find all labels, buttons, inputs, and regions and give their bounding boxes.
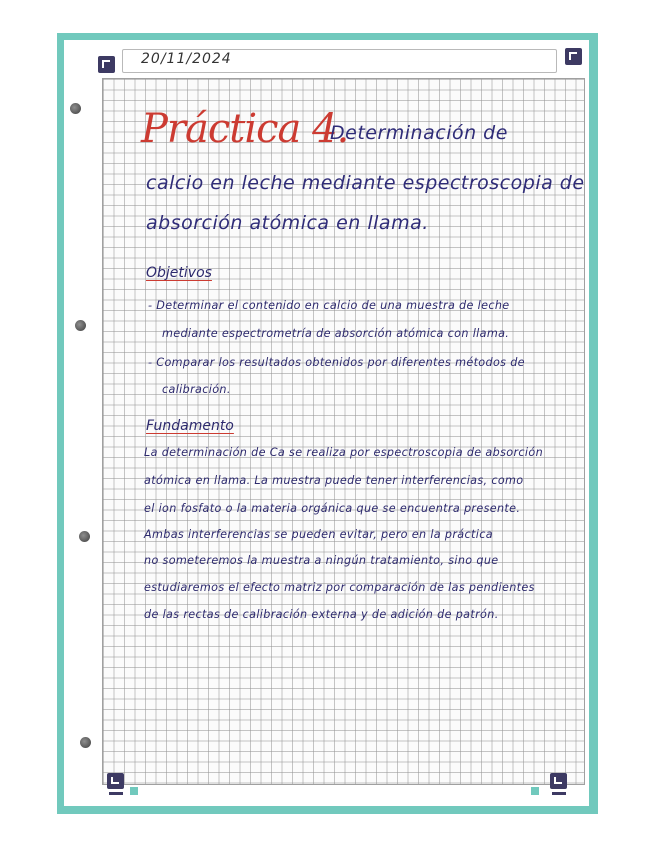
fundamento-line: no someteremos la muestra a ningún tratamiento, sino que (144, 554, 499, 567)
binder-hole-icon (79, 531, 90, 542)
fundamento-line: Ambas interferencias se pueden evitar, pero en la práctica (144, 528, 493, 541)
paper-sheet (64, 40, 589, 806)
date-field (122, 49, 557, 73)
fundamento-line: de las rectas de calibración externa y de adición de patrón. (144, 608, 499, 621)
title-line-3: absorción atómica en llama. (146, 212, 429, 234)
binder-hole-icon (80, 737, 91, 748)
title-prefix: Práctica 4. (141, 106, 349, 152)
date-text: 20/11/2024 (141, 51, 232, 67)
fundamento-line: estudiaremos el efecto matriz por comparación de las pendientes (144, 581, 535, 594)
objetivos-line: - Determinar el contenido en calcio de una muestra de leche (148, 299, 510, 312)
fundamento-line: La determinación de Ca se realiza por espectroscopia de absorción (144, 446, 544, 459)
corner-bar-bottom-right (552, 792, 566, 795)
fundamento-line: el ion fosfato o la materia orgánica que se encuentra presente. (144, 502, 521, 515)
fundamento-heading: Fundamento (146, 418, 234, 434)
corner-mark-bottom-left-icon (107, 773, 124, 789)
title-line-1: Determinación de (330, 122, 508, 144)
corner-mark-top-right-icon (565, 48, 582, 65)
fundamento-line: atómica en llama. La muestra puede tener interferencias, como (144, 474, 524, 487)
objetivos-line: - Comparar los resultados obtenidos por diferentes métodos de (148, 356, 525, 369)
teal-square-icon (130, 787, 138, 795)
teal-square-icon (531, 787, 539, 795)
title-line-2: calcio en leche mediante espectroscopia de (146, 172, 585, 194)
binder-hole-icon (70, 103, 81, 114)
corner-mark-bottom-right-icon (550, 773, 567, 789)
binder-hole-icon (75, 320, 86, 331)
corner-mark-top-left-icon (98, 56, 115, 73)
notebook-page (57, 33, 598, 814)
objetivos-heading: Objetivos (146, 265, 212, 281)
objetivos-line: mediante espectrometría de absorción atómica con llama. (162, 327, 510, 340)
objetivos-line: calibración. (162, 383, 231, 396)
corner-bar-bottom-left (109, 792, 123, 795)
